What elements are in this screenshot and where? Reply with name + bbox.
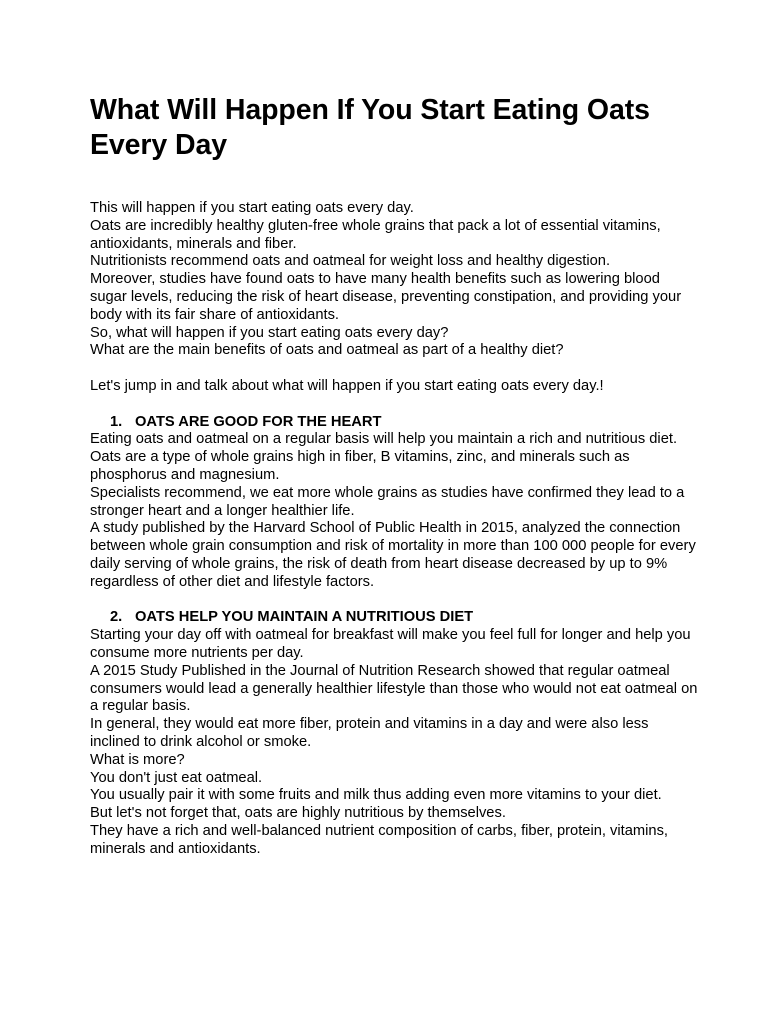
lead-in-paragraph: Let's jump in and talk about what will happen if you start eating oats every day.! [90, 377, 604, 394]
intro-paragraph: So, what will happen if you start eating oats every day? [90, 324, 449, 341]
intro-paragraph: This will happen if you start eating oats every day. [90, 200, 414, 216]
section-heading-text: OATS ARE GOOD FOR THE HEART [135, 413, 382, 430]
section-paragraph: But let's not forget that, oats are highly nutritious by themselves. [90, 805, 506, 822]
document-title: What Will Happen If You Start Eating Oats Every Day [90, 94, 650, 161]
section-number: 2. [110, 609, 123, 626]
section-paragraph: A 2015 Study Published in the Journal of Nutrition Research showed that regular oatmeal consumers would lead a generally healthier lifestyle than those who would not eat oatmeal on a regular basis. [90, 662, 698, 715]
section-paragraph: Specialists recommend, we eat more whole grains as studies have confirmed they lead to a stronger heart and a longer healthier life. [90, 484, 685, 519]
section-number: 1. [110, 413, 123, 430]
section-paragraph: Oats are a type of whole grains high in fiber, B vitamins, zinc, and minerals such as phosphorus and magnesium. [90, 449, 630, 483]
section-paragraph: In general, they would eat more fiber, protein and vitamins in a day and were also less inclined to drink alcohol or smoke. [90, 716, 649, 750]
document-page [90, 93, 700, 858]
section-paragraph: Starting your day off with oatmeal for breakfast will make you feel full for longer and help you consume more nutrients per day. [90, 627, 691, 661]
blank-line [90, 592, 700, 610]
section-paragraph: You usually pair it with some fruits and milk thus adding even more vitamins to your diet. [90, 787, 662, 804]
section-paragraph: They have a rich and well-balanced nutrient composition of carbs, fiber, protein, vitamins, minerals and antioxidants. [90, 822, 669, 857]
blank-line [90, 360, 700, 378]
section-heading [90, 609, 700, 627]
section-paragraph: You don't just eat oatmeal. [90, 769, 263, 786]
section-paragraph: Eating oats and oatmeal on a regular basis will help you maintain a rich and nutritious diet. [90, 431, 678, 448]
intro-block [90, 200, 700, 360]
intro-paragraph: Moreover, studies have found oats to have many health benefits such as lowering blood sugar levels, reducing the risk of heart disease, preventing constipation, and providing your body with its fair share of antioxidants. [90, 271, 682, 323]
intro-paragraph: What are the main benefits of oats and oatmeal as part of a healthy diet? [90, 342, 564, 359]
section-1 [90, 414, 700, 592]
blank-line [90, 396, 700, 414]
intro-paragraph: Nutritionists recommend oats and oatmeal for weight loss and healthy digestion. [90, 253, 611, 270]
section-2 [90, 609, 700, 858]
intro-paragraph: Oats are incredibly healthy gluten-free whole grains that pack a lot of essential vitamins, antioxidants, minerals and fiber. [90, 217, 661, 252]
section-paragraph: What is more? [90, 751, 185, 768]
section-paragraph: A study published by the Harvard School of Public Health in 2015, analyzed the connection between whole grain consumption and risk of mortality in more than 100 000 people for every daily serving of whole grains, the risk of death from heart disease decreased by up to 9% regardless of other diet and lifestyle factors. [90, 520, 696, 590]
section-heading [90, 414, 700, 432]
section-heading-text: OATS HELP YOU MAINTAIN A NUTRITIOUS DIET [135, 609, 474, 626]
